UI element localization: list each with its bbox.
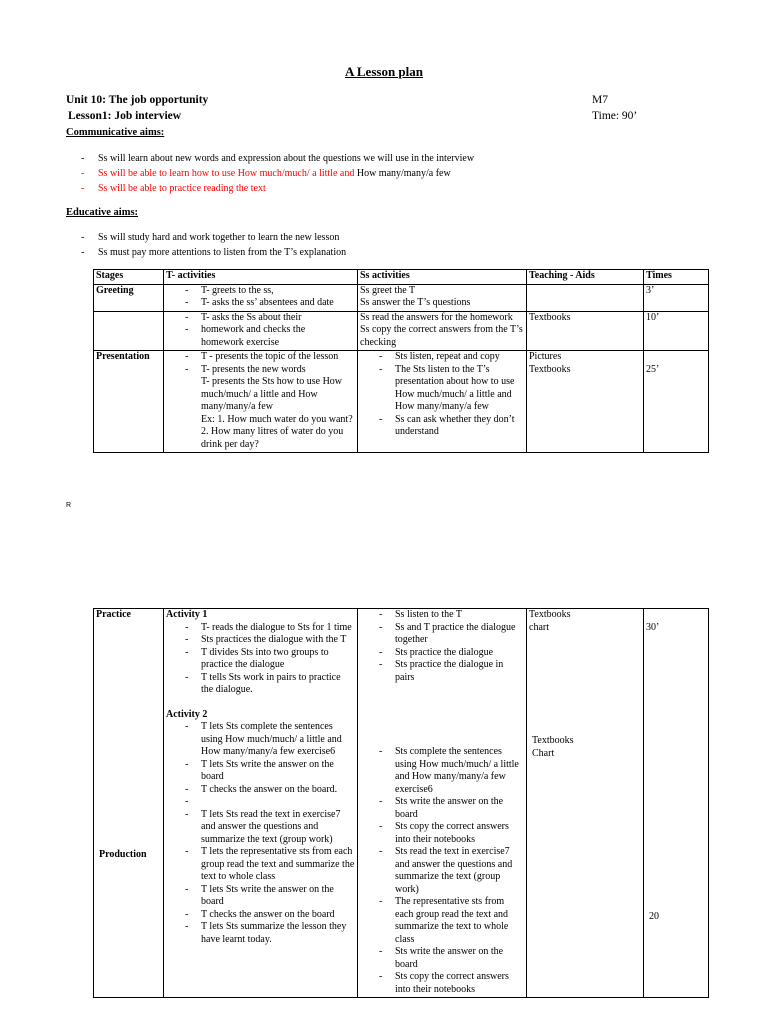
- unit-title: Unit 10: The job opportunity: [66, 94, 209, 106]
- list-item: Ex: 1. How much water do you want?: [201, 413, 353, 425]
- list-item: - T- greets to the ss,: [166, 285, 355, 298]
- list-item: Ss answer the T’s questions: [360, 297, 471, 308]
- list-item: - T divides Sts into two groups to practice the dialogue: [166, 647, 355, 672]
- time-cell: 10’: [644, 311, 709, 351]
- table-row: [94, 311, 709, 351]
- list-item: - T checks the answer on the board.: [166, 784, 355, 797]
- t-activities-cell: [164, 284, 358, 311]
- list-item: - T lets the representative sts from each group read the text and summarize the text to whole class: [166, 846, 355, 884]
- lesson-plan-table-continued: [93, 608, 709, 998]
- educative-aims-heading: Educative aims:: [66, 207, 139, 218]
- list-item: - Sts copy the correct answers into their notebooks: [360, 821, 524, 846]
- list-item: - Sts practices the dialogue with the T: [166, 634, 355, 647]
- list-item: - T tells Sts work in pairs to practice the dialogue.: [166, 672, 355, 697]
- time-cell: 30’ 20: [644, 609, 709, 998]
- aim-item: - Ss will learn about new words and expression about the questions we will use in the interview: [81, 151, 701, 166]
- list-item: - T checks the answer on the board: [166, 909, 355, 922]
- table-header-row: [94, 270, 709, 285]
- column-header: Ss activities: [358, 270, 527, 285]
- stage-cell: Practice Production: [94, 609, 164, 998]
- class-label: M7: [592, 94, 608, 106]
- table-row: [94, 284, 709, 311]
- table-row: [94, 609, 709, 998]
- aim-item: - Ss will study hard and work together to learn the new lesson: [81, 230, 701, 245]
- list-item: - T- asks the ss’ absentees and date: [166, 297, 355, 310]
- list-item: Ss read the answers for the homework: [360, 311, 513, 323]
- stage-cell: Presentation: [94, 351, 164, 453]
- column-header: Teaching - Aids: [527, 270, 644, 285]
- list-item: [166, 796, 355, 809]
- production-time: 20: [649, 911, 659, 922]
- list-item: - The Sts listen to the T’s presentation about how to use How much/much/ a little and How many/many/a few: [360, 364, 524, 414]
- list-item: - Sts practice the dialogue: [360, 647, 524, 660]
- list-item: - Sts write the answer on the board: [360, 946, 524, 971]
- list-item: - Sts copy the correct answers into their notebooks: [360, 971, 524, 996]
- stage-cell: [94, 311, 164, 351]
- aim-item: - Ss must pay more attentions to listen from the T’s explanation: [81, 245, 701, 260]
- list-item: - Ss can ask whether they don’t understand: [360, 414, 524, 439]
- ss-activities-cell: [358, 284, 527, 311]
- communicative-aims-heading: Communicative aims:: [66, 127, 165, 138]
- list-item: - Sts practice the dialogue in pairs: [360, 659, 524, 684]
- communicative-aims-list: [81, 151, 701, 196]
- aids-cell: Textbooks chart Textbooks Chart: [527, 609, 644, 998]
- aids-cell: Textbooks: [527, 311, 644, 351]
- stray-mark: R: [66, 502, 72, 509]
- list-item: - homework and checks the: [166, 324, 355, 337]
- stage-cell: Greeting: [94, 284, 164, 311]
- list-item: - The representative sts from each group read the text and summarize the text to whole class: [360, 896, 524, 946]
- page-title: A Lesson plan: [344, 64, 424, 79]
- list-item: - T lets Sts write the answer on the board: [166, 759, 355, 784]
- aids-cell: Pictures Textbooks: [527, 351, 644, 453]
- aids-cell: [527, 284, 644, 311]
- list-item: - Sts read the text in exercise7 and answer the questions and summarize the text (group work): [360, 846, 524, 896]
- list-item: - T - presents the topic of the lesson: [166, 351, 355, 364]
- table-row: [94, 351, 709, 453]
- t-activities-cell: [164, 311, 358, 351]
- lesson-plan-table: [93, 269, 709, 453]
- lesson-title: Lesson1: Job interview: [68, 110, 182, 122]
- list-item: 2. How many litres of water do you drink per day?: [201, 426, 344, 450]
- list-item: Ss copy the correct answers from the T’s checking: [360, 324, 523, 348]
- list-item: - Sts listen, repeat and copy: [360, 351, 524, 364]
- ss-activities-cell: [358, 609, 527, 998]
- list-item: - Sts complete the sentences using How much/much/ a little and How many/many/a few exercise6: [360, 746, 524, 796]
- list-item: - T- presents the new words: [166, 364, 355, 377]
- time-cell: 3’: [644, 284, 709, 311]
- column-header: Stages: [94, 270, 164, 285]
- time-label: Time: 90’: [592, 110, 638, 122]
- list-item: - T lets Sts read the text in exercise7 and answer the questions and summarize the text (group work): [166, 809, 355, 847]
- ss-activities-cell: [358, 311, 527, 351]
- list-item: homework exercise: [201, 336, 280, 348]
- t-activities-cell: [164, 609, 358, 998]
- t-activities-cell: [164, 351, 358, 453]
- activity-label: Activity 1: [166, 609, 208, 620]
- list-item: - Ss listen to the T: [360, 609, 524, 622]
- activity-label: Activity 2: [166, 708, 208, 720]
- list-item: - Ss and T practice the dialogue together: [360, 622, 524, 647]
- column-header: Times: [644, 270, 709, 285]
- educative-aims-list: [81, 230, 701, 260]
- aim-item: - Ss will be able to learn how to use How much/much/ a little and How many/many/a few: [81, 166, 701, 181]
- list-item: - T lets Sts summarize the lesson they have learnt today.: [166, 921, 355, 946]
- time-cell: 25’: [644, 351, 709, 453]
- list-item: - T- reads the dialogue to Sts for 1 time: [166, 622, 355, 635]
- list-item: - T- asks the Ss about their: [166, 312, 355, 325]
- column-header: T- activities: [164, 270, 358, 285]
- list-item: - T lets Sts write the answer on the board: [166, 884, 355, 909]
- list-item: Ss greet the T: [360, 284, 416, 296]
- production-stage-label: Production: [99, 849, 147, 860]
- aim-item: - Ss will be able to practice reading the text: [81, 181, 701, 196]
- list-item: - T lets Sts complete the sentences using How much/much/ a little and How many/many/a few exercise6: [166, 721, 355, 759]
- list-item: - Sts write the answer on the board: [360, 796, 524, 821]
- ss-activities-cell: [358, 351, 527, 453]
- list-item: T- presents the Sts how to use How much/much/ a little and How many/many/a few: [201, 376, 343, 412]
